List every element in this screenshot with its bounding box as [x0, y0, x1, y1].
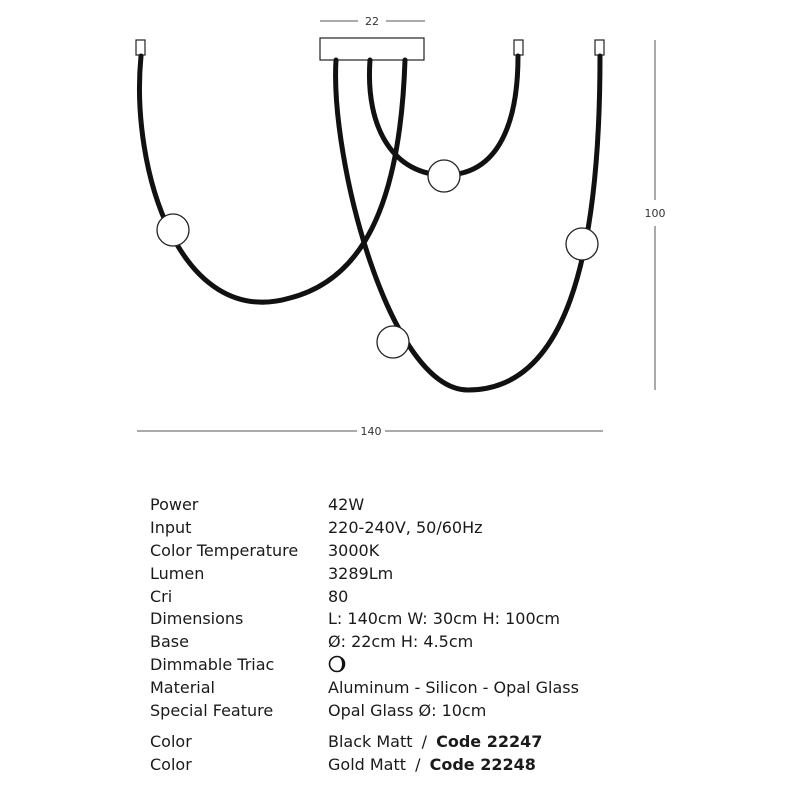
- spec-row-color-temperature: [150, 540, 770, 563]
- spec-label: Dimmable Triac: [150, 655, 275, 675]
- tube-left: [140, 56, 405, 302]
- spec-row-dimmable: [150, 654, 770, 677]
- globe-3: [566, 228, 598, 260]
- spec-value: Aluminum - Silicon - Opal Glass: [328, 678, 579, 698]
- spec-row-special-feature: [150, 700, 770, 723]
- spec-row-input: [150, 517, 770, 540]
- end-cap-middle: [514, 40, 523, 55]
- color-separator: /: [415, 754, 421, 774]
- color-row-gold: [150, 754, 770, 777]
- end-cap-left: [136, 40, 145, 55]
- color-label: Color: [150, 731, 192, 751]
- globe-2: [428, 160, 460, 192]
- color-separator: /: [421, 731, 428, 751]
- spec-value: 3289Lm: [328, 563, 394, 583]
- spec-row-cri: [150, 586, 770, 609]
- dimension-height-label: 100: [644, 207, 666, 220]
- spec-label: Dimensions: [150, 609, 244, 629]
- spec-label: Base: [150, 632, 189, 652]
- spec-label: Cri: [150, 586, 173, 606]
- spec-label: Input: [150, 517, 192, 537]
- tube-small-arc: [369, 56, 518, 175]
- spec-row-dimensions: [150, 608, 770, 631]
- dimension-base-label: 22: [365, 15, 379, 28]
- dimmable-icon: [328, 655, 346, 673]
- spec-value: L: 140cm W: 30cm H: 100cm: [328, 609, 561, 629]
- end-cap-right: [595, 40, 604, 55]
- color-row-black: [150, 731, 770, 754]
- spec-value: Ø: 22cm H: 4.5cm: [328, 632, 474, 652]
- product-code: Code 22247: [436, 731, 543, 751]
- product-code: Code 22248: [429, 754, 536, 774]
- spec-label: Color Temperature: [150, 540, 299, 560]
- color-finish: Gold Matt: [328, 754, 407, 774]
- globe-4: [377, 326, 409, 358]
- globe-1: [157, 214, 189, 246]
- spec-value: 220-240V, 50/60Hz: [328, 517, 483, 537]
- spec-row-lumen: [150, 563, 770, 586]
- spec-value: 3000K: [328, 540, 380, 560]
- ceiling-base: [320, 38, 424, 60]
- spec-row-power: [150, 494, 770, 517]
- spec-value: Opal Glass Ø: 10cm: [328, 701, 487, 721]
- dimension-width-label: 140: [360, 425, 382, 438]
- spec-value: 80: [328, 586, 349, 606]
- spec-row-base: [150, 631, 770, 654]
- spec-label: Special Feature: [150, 701, 274, 721]
- spec-label: Lumen: [150, 563, 205, 583]
- spec-label: Power: [150, 495, 199, 514]
- color-label: Color: [150, 754, 192, 774]
- spec-table: [150, 494, 770, 777]
- spec-value: 42W: [328, 495, 365, 514]
- color-finish: Black Matt: [328, 731, 413, 751]
- spec-label: Material: [150, 678, 215, 698]
- spec-row-material: [150, 677, 770, 700]
